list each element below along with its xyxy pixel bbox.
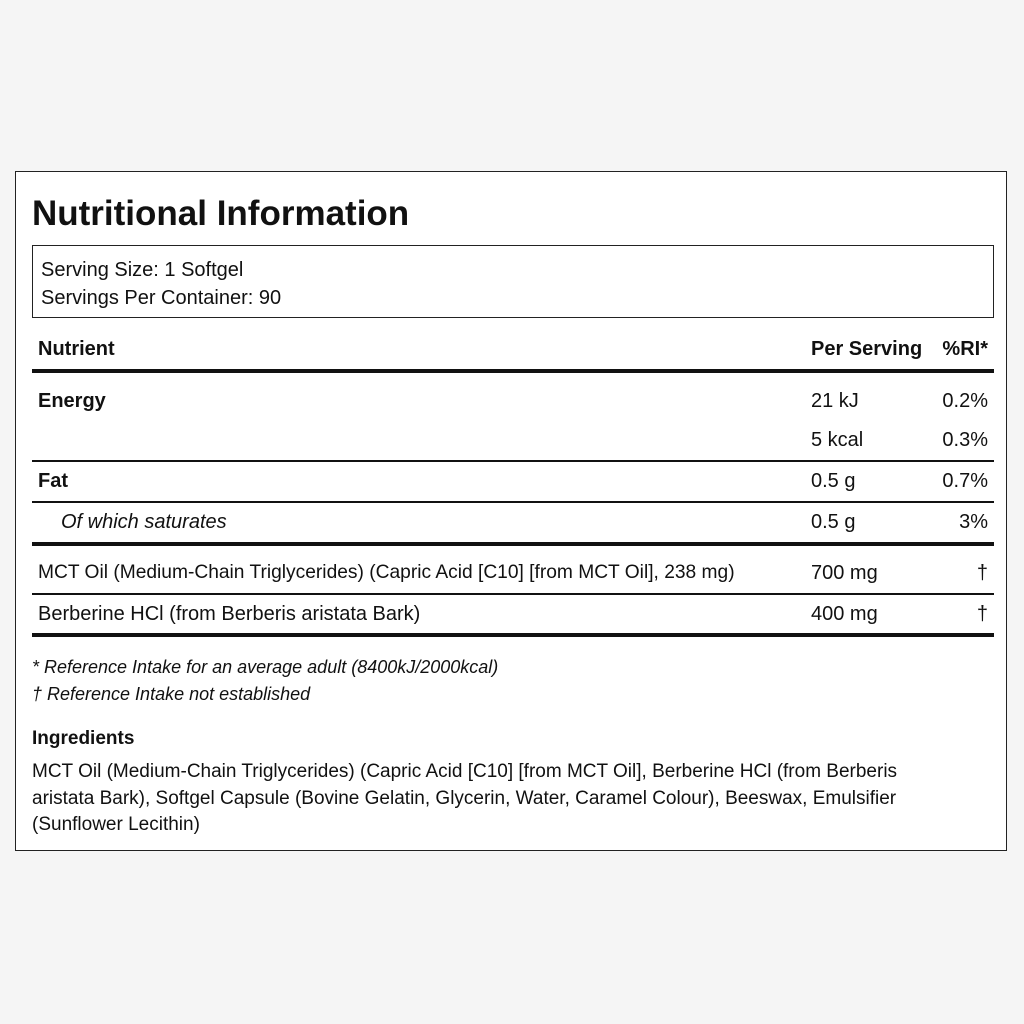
header-ri: %RI* (942, 338, 988, 360)
section-divider (32, 542, 994, 546)
table-row (32, 562, 994, 590)
dagger-footnote: † Reference Intake not established (32, 684, 311, 704)
row-divider (32, 593, 994, 595)
per-serving-value: 5 kcal (811, 429, 864, 451)
ri-footnote: * Reference Intake for an average adult (8400kJ/2000kcal) (32, 657, 499, 677)
ri-value: 0.2% (942, 390, 988, 412)
per-serving-value: 0.5 g (811, 470, 856, 492)
table-bottom-divider (32, 633, 994, 637)
servings-per-container: Servings Per Container: 90 (41, 287, 282, 309)
footnotes (32, 654, 498, 708)
header-per-serving: Per Serving (811, 338, 923, 360)
per-serving-value: 700 mg (811, 562, 878, 584)
nutrient-name: Fat (38, 470, 68, 492)
ri-value: 0.7% (942, 470, 988, 492)
serving-size: Serving Size: 1 Softgel (41, 259, 244, 281)
row-divider (32, 460, 994, 462)
nutrient-name: Of which saturates (61, 511, 227, 533)
ri-value: 0.3% (942, 429, 988, 451)
ingredients-heading: Ingredients (32, 728, 135, 749)
nutrient-name: Energy (38, 390, 106, 412)
per-serving-value: 21 kJ (811, 390, 859, 412)
ri-value: † (976, 603, 988, 625)
table-row (32, 470, 994, 498)
header-nutrient: Nutrient (38, 338, 115, 360)
ri-value: † (976, 562, 988, 584)
ri-value: 3% (959, 511, 988, 533)
ingredients-text: MCT Oil (Medium-Chain Triglycerides) (Capric Acid [C10] [from MCT Oil], Berberine HCl (from Berberis aristata Bark), Softgel Capsule (Bovine Gelatin, Glycerin, Water, Caramel Colour), Beeswax, Emulsifier (Sunflower Lecithin) (32, 761, 898, 835)
table-header-row (32, 338, 994, 366)
nutrient-name: MCT Oil (Medium-Chain Triglycerides) (Capric Acid [C10] [from MCT Oil], 238 mg) (38, 562, 735, 583)
table-row (32, 429, 994, 457)
table-row (32, 603, 994, 631)
nutrition-panel (15, 171, 1007, 851)
table-row (32, 390, 994, 418)
table-row (32, 511, 994, 539)
header-divider (32, 369, 994, 373)
serving-info-box (32, 245, 994, 318)
per-serving-value: 400 mg (811, 603, 878, 625)
panel-title: Nutritional Information (32, 194, 410, 233)
nutrient-name: Berberine HCl (from Berberis aristata Bark) (38, 603, 421, 625)
per-serving-value: 0.5 g (811, 511, 856, 533)
row-divider (32, 501, 994, 503)
